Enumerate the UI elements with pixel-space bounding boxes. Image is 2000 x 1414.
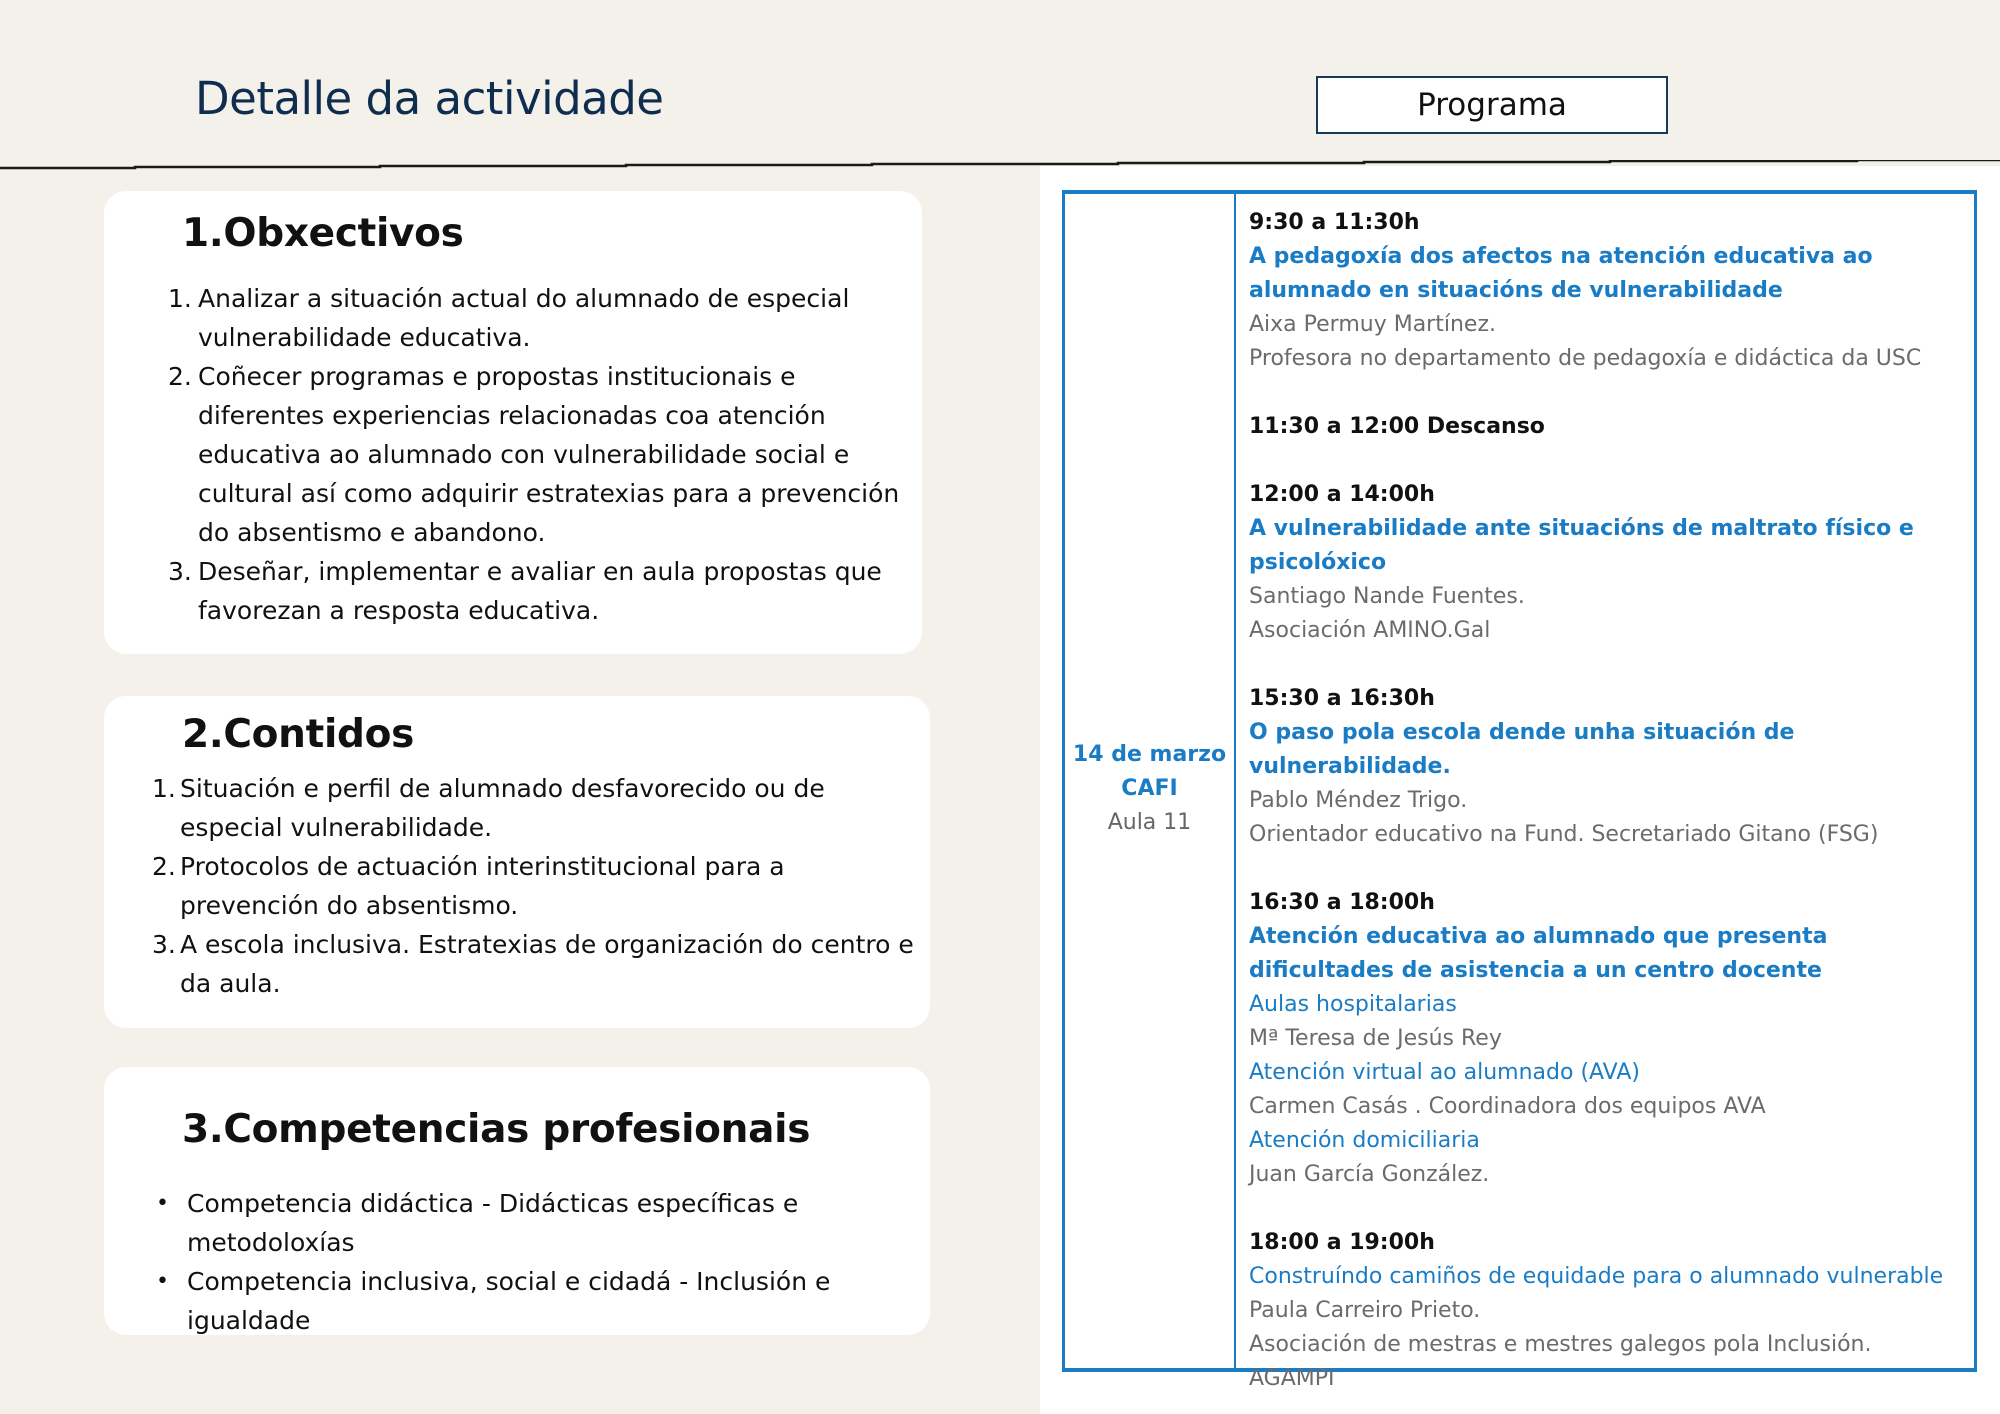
session-title: A vulnerabilidade ante situacións de maltrato físico e psicolóxico: [1249, 516, 1914, 575]
contents-card: [104, 696, 930, 1028]
session-speaker: Profesora no departamento de pedagoxía e didáctica da USC: [1249, 346, 1922, 371]
session-time: 12:00 a 14:00h: [1249, 482, 1435, 507]
competencies-card: [104, 1067, 930, 1335]
item-text: Protocolos de actuación interinstitucional para a prevención do absentismo.: [180, 852, 785, 920]
item-number: 1.: [152, 774, 176, 803]
session-block: [1249, 682, 1964, 852]
session-time: 11:30 a 12:00 Descanso: [1249, 414, 1545, 439]
item-number: 3.: [152, 930, 176, 959]
session-speaker: Pablo Méndez Trigo.: [1249, 788, 1468, 813]
item-number: 3.: [168, 557, 192, 586]
session-time: 9:30 a 11:30h: [1249, 210, 1420, 235]
session-title: Atención educativa ao alumnado que presenta dificultades de asistencia a un centro docente: [1249, 924, 1828, 983]
session-speaker: Orientador educativo na Fund. Secretariado Gitano (FSG): [1249, 822, 1879, 847]
session-block: [1249, 1226, 1964, 1396]
session-speaker: AGAMPI: [1249, 1366, 1335, 1391]
objective-item: [168, 357, 908, 552]
page-title: Detalle da actividade: [195, 72, 664, 125]
session-subtopic: Atención domiciliaria: [1249, 1128, 1480, 1153]
session-block: [1249, 478, 1964, 648]
item-number: 2.: [168, 362, 192, 391]
session-room: Aula 11: [1107, 810, 1192, 835]
content-item: [152, 769, 922, 847]
programa-tab[interactable]: Programa: [1316, 76, 1668, 134]
session-title: O paso pola escola dende unha situación de vulnerabilidade.: [1249, 720, 1795, 779]
content-item: [152, 925, 922, 1003]
date-cell: [1065, 194, 1236, 1368]
item-text: Deseñar, implementar e avaliar en aula propostas que favorezan a resposta educativa.: [198, 557, 882, 625]
bullet-icon: •: [156, 1269, 169, 1294]
item-text: Competencia didáctica - Didácticas específicas e metodoloxías: [187, 1189, 799, 1257]
content-item: [152, 847, 922, 925]
objectives-card: [104, 191, 922, 654]
item-text: Competencia inclusiva, social e cidadá - Inclusión e igualdade: [187, 1267, 831, 1335]
competency-item: [156, 1262, 926, 1340]
session-speaker: Paula Carreiro Prieto.: [1249, 1298, 1481, 1323]
item-text: A escola inclusiva. Estratexias de organización do centro e da aula.: [180, 930, 914, 998]
session-date: 14 de marzo: [1072, 742, 1227, 767]
competencies-heading: 3.Competencias profesionais: [182, 1107, 811, 1152]
session-venue: CAFI: [1121, 776, 1178, 801]
bullet-icon: •: [156, 1191, 169, 1216]
competency-item: [156, 1184, 926, 1262]
item-text: Analizar a situación actual do alumnado de especial vulnerabilidade educativa.: [198, 284, 850, 352]
session-speaker: Carmen Casás . Coordinadora dos equipos AVA: [1249, 1094, 1766, 1119]
item-text: Situación e perfil de alumnado desfavorecido ou de especial vulnerabilidade.: [180, 774, 825, 842]
session-subtopic: Aulas hospitalarias: [1249, 992, 1457, 1017]
session-block: [1249, 886, 1964, 1192]
session-time: 16:30 a 18:00h: [1249, 890, 1435, 915]
contents-heading: 2.Contidos: [182, 712, 415, 757]
session-block: [1249, 410, 1964, 444]
objective-item: [168, 279, 908, 357]
sessions-cell: [1236, 194, 1974, 1391]
session-subtopic: Atención virtual ao alumnado (AVA): [1249, 1060, 1640, 1085]
item-number: 1.: [168, 284, 192, 313]
session-speaker: Aixa Permuy Martínez.: [1249, 312, 1496, 337]
session-speaker: Juan García González.: [1249, 1162, 1490, 1187]
item-text: Coñecer programas e propostas institucionais e diferentes experiencias relacionadas coa atención educativa ao alumnado con vulnerabilidade social e cultural así como adquirir estratexias para a prevención do absentismo e abandono.: [198, 362, 900, 547]
session-speaker: Santiago Nande Fuentes.: [1249, 584, 1525, 609]
program-table: [1062, 190, 1977, 1391]
item-number: 2.: [152, 852, 176, 881]
competencies-list: [156, 1184, 926, 1340]
session-speaker: Asociación de mestras e mestres galegos pola Inclusión.: [1249, 1332, 1872, 1357]
session-speaker: Asociación AMINO.Gal: [1249, 618, 1491, 643]
session-subtopic: Construíndo camiños de equidade para o alumnado vulnerable: [1249, 1264, 1944, 1289]
session-title: A pedagoxía dos afectos na atención educativa ao alumnado en situacións de vulnerabilidade: [1249, 244, 1873, 303]
contents-list: [152, 769, 922, 1003]
objectives-heading: 1.Obxectivos: [182, 211, 464, 256]
objectives-list: [168, 279, 908, 630]
session-speaker: Mª Teresa de Jesús Rey: [1249, 1026, 1502, 1051]
session-block: [1249, 206, 1964, 376]
session-time: 15:30 a 16:30h: [1249, 686, 1435, 711]
session-time: 18:00 a 19:00h: [1249, 1230, 1435, 1255]
objective-item: [168, 552, 908, 630]
